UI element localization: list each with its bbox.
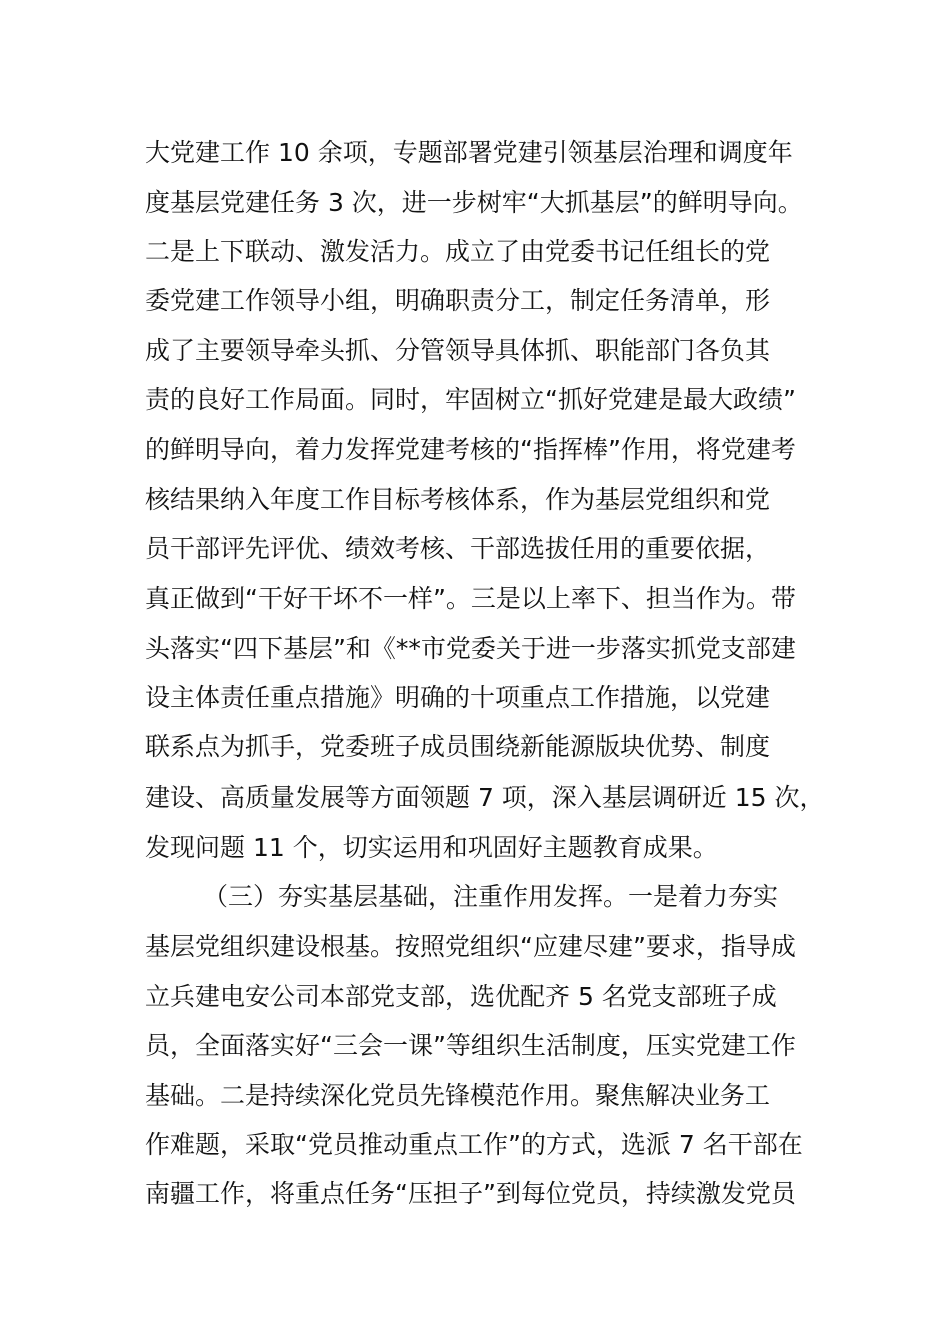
text-line: 核结果纳入年度工作目标考核体系，作为基层党组织和党	[145, 485, 771, 514]
text-line: 员，全面落实好“三会一课”等组织生活制度，压实党建工作	[145, 1031, 796, 1060]
text-line: 度基层党建任务 3 次，进一步树牢“大抓基层”的鲜明导向。	[145, 188, 803, 217]
text-line: 成了主要领导牵头抓、分管领导具体抓、职能部门各负其	[145, 336, 771, 365]
text-line: 发现问题 11 个，切实运用和巩固好主题教育成果。	[145, 833, 718, 862]
text-line: 大党建工作 10 余项，专题部署党建引领基层治理和调度年	[145, 138, 793, 167]
text-line: 联系点为抓手，党委班子成员围绕新能源版块优势、制度	[145, 732, 771, 761]
text-line: 建设、高质量发展等方面领题 7 项，深入基层调研近 15 次，	[145, 783, 825, 812]
text-line: 基层党组织建设根基。按照党组织“应建尽建”要求，指导成	[145, 932, 796, 961]
text-line: 头落实“四下基层”和《**市党委关于进一步落实抓党支部建	[145, 634, 796, 663]
text-line: 员干部评先评优、绩效考核、干部选拔任用的重要依据，	[145, 534, 771, 563]
text-line: 南疆工作，将重点任务“压担子”到每位党员，持续激发党员	[145, 1179, 796, 1208]
text-line: 责的良好工作局面。同时，牢固树立“抓好党建是最大政绩”	[145, 385, 796, 414]
text-line: 设主体责任重点措施》明确的十项重点工作措施，以党建	[145, 683, 771, 712]
text-line: 作难题，采取“党员推动重点工作”的方式，选派 7 名干部在	[145, 1130, 803, 1159]
text-line: 的鲜明导向，着力发挥党建考核的“指挥棒”作用，将党建考	[145, 435, 796, 464]
text-line: 立兵建电安公司本部党支部，选优配齐 5 名党支部班子成	[145, 982, 777, 1011]
text-line: 二是上下联动、激发活力。成立了由党委书记任组长的党	[145, 237, 771, 266]
text-line: 委党建工作领导小组，明确职责分工，制定任务清单，形	[145, 286, 771, 315]
text-line: 真正做到“干好干坏不一样”。三是以上率下、担当作为。带	[145, 584, 796, 613]
text-line: 基础。二是持续深化党员先锋模范作用。聚焦解决业务工	[145, 1081, 771, 1110]
section-heading-line: （三）夯实基层基础，注重作用发挥。一是着力夯实	[203, 882, 779, 911]
